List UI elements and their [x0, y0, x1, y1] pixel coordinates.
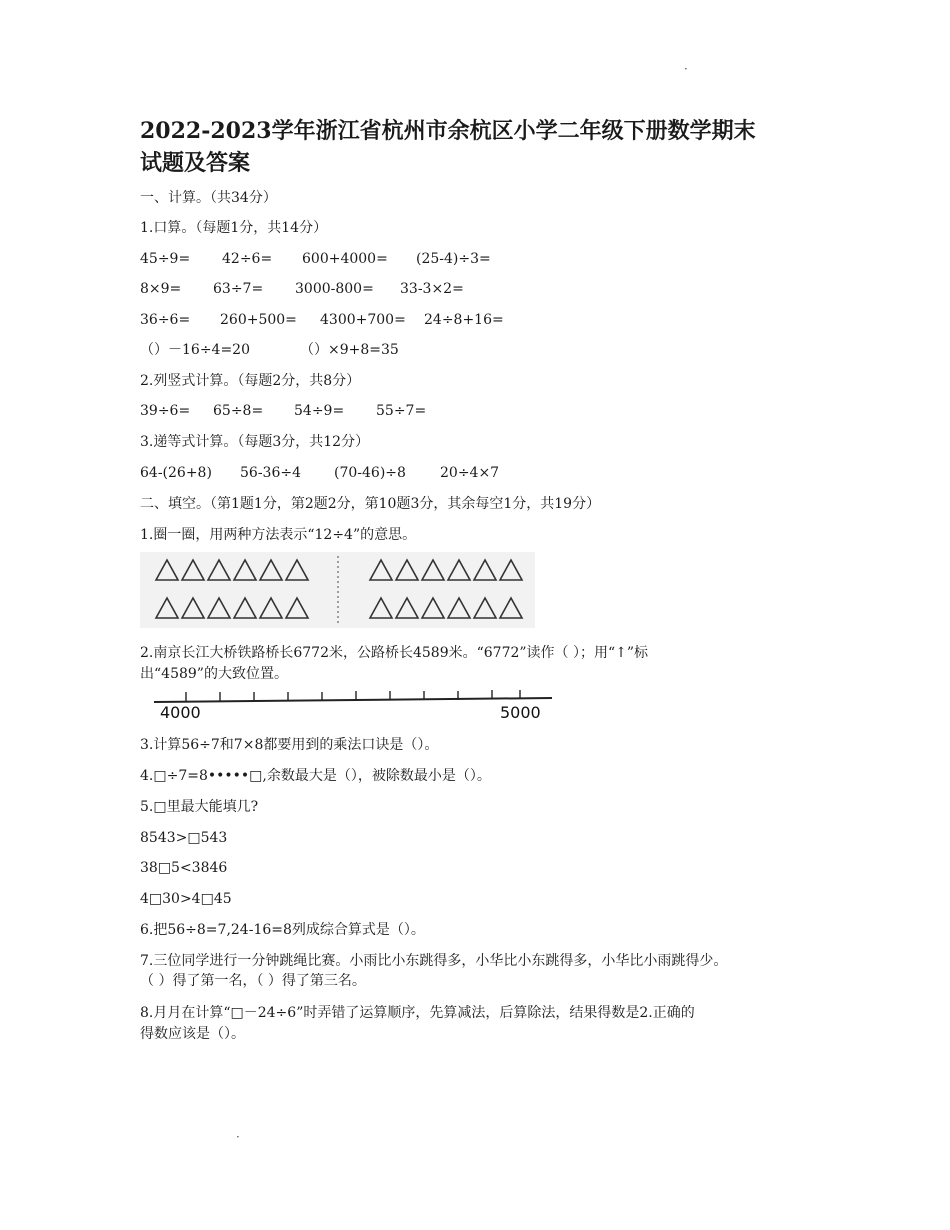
- page-title-line1: 2022-2023学年浙江省杭州市余杭区小学二年级下册数学期末: [140, 118, 756, 144]
- fill-q7-line1: 7.三位同学进行一分钟跳绳比赛。小雨比小东跳得多，小华比小东跳得多，小华比小雨跳得少。: [140, 953, 728, 969]
- mental-math-item: 4300+700=: [320, 312, 406, 328]
- number-line: [150, 688, 560, 724]
- mental-math-item: 33-3×2=: [400, 281, 464, 297]
- mental-math-item: 260+500=: [220, 312, 297, 328]
- q1-heading: 1.口算。（每题1分，共14分）: [140, 220, 328, 236]
- fill-q4: 4.□÷7=8•••••□,余数最大是（），被除数最小是（）。: [140, 768, 491, 784]
- fill-q5-item: 8543>□543: [140, 830, 228, 846]
- mental-math-item: 3000-800=: [295, 281, 374, 297]
- fill-q8-line1: 8.月月在计算“□－24÷6”时弄错了运算顺序，先算减法，后算除法，结果得数是2.正确的: [140, 1005, 695, 1021]
- page-title-line2: 试题及答案: [140, 150, 251, 176]
- vertical-calc-item: 39÷6=: [140, 403, 191, 419]
- top-dot: ·: [684, 62, 688, 76]
- fill-q6: 6.把56÷8=7,24-16=8列成综合算式是（）。: [140, 922, 425, 938]
- section1-heading: 一、计算。（共34分）: [140, 190, 277, 206]
- number-line-start-label: 4000: [160, 703, 201, 722]
- mental-math-item: （）×9+8=35: [300, 342, 399, 358]
- bottom-dot: ·: [236, 1130, 240, 1144]
- fill-q8-line2: 得数应该是（）。: [140, 1026, 245, 1042]
- mental-math-item: 63÷7=: [213, 281, 264, 297]
- mental-math-item: 8×9=: [140, 281, 182, 297]
- vertical-calc-item: 55÷7=: [376, 403, 427, 419]
- fill-q5-item: 4□30>4□45: [140, 891, 232, 907]
- q3-heading: 3.递等式计算。（每题3分，共12分）: [140, 434, 370, 450]
- vertical-calc-item: 65÷8=: [213, 403, 264, 419]
- step-calc-item: (70-46)÷8: [334, 465, 406, 481]
- mental-math-item: (25-4)÷3=: [416, 251, 491, 267]
- step-calc-item: 20÷4×7: [440, 465, 500, 481]
- fill-q3: 3.计算56÷7和7×8都要用到的乘法口诀是（）。: [140, 737, 439, 753]
- fill-q5-item: 38□5<3846: [140, 860, 228, 876]
- vertical-calc-item: 54÷9=: [294, 403, 345, 419]
- mental-math-item: 45÷9=: [140, 251, 191, 267]
- mental-math-item: （）－16÷4=20: [140, 342, 250, 358]
- mental-math-item: 42÷6=: [222, 251, 273, 267]
- fill-q7-line2: （ ）得了第一名，（ ）得了第三名。: [140, 973, 366, 989]
- mental-math-item: 600+4000=: [302, 251, 388, 267]
- fill-q1: 1.圈一圈，用两种方法表示“12÷4”的意思。: [140, 527, 417, 543]
- fill-q5-heading: 5.□里最大能填几?: [140, 799, 259, 815]
- section2-heading: 二、填空。（第1题1分，第2题2分，第10题3分，其余每空1分，共19分）: [140, 496, 601, 512]
- q2-heading: 2.列竖式计算。（每题2分，共8分）: [140, 373, 361, 389]
- triangles-figure: [140, 552, 535, 628]
- number-line-end-label: 5000: [500, 703, 541, 722]
- mental-math-item: 24÷8+16=: [424, 312, 504, 328]
- step-calc-item: 56-36÷4: [240, 465, 301, 481]
- step-calc-item: 64-(26+8): [140, 465, 212, 481]
- fill-q2-line1: 2.南京长江大桥铁路桥长6772米，公路桥长4589米。“6772”读作（ ）；用“↑”标: [140, 645, 649, 661]
- fill-q2-line2: 出“4589”的大致位置。: [140, 666, 288, 682]
- mental-math-item: 36÷6=: [140, 312, 191, 328]
